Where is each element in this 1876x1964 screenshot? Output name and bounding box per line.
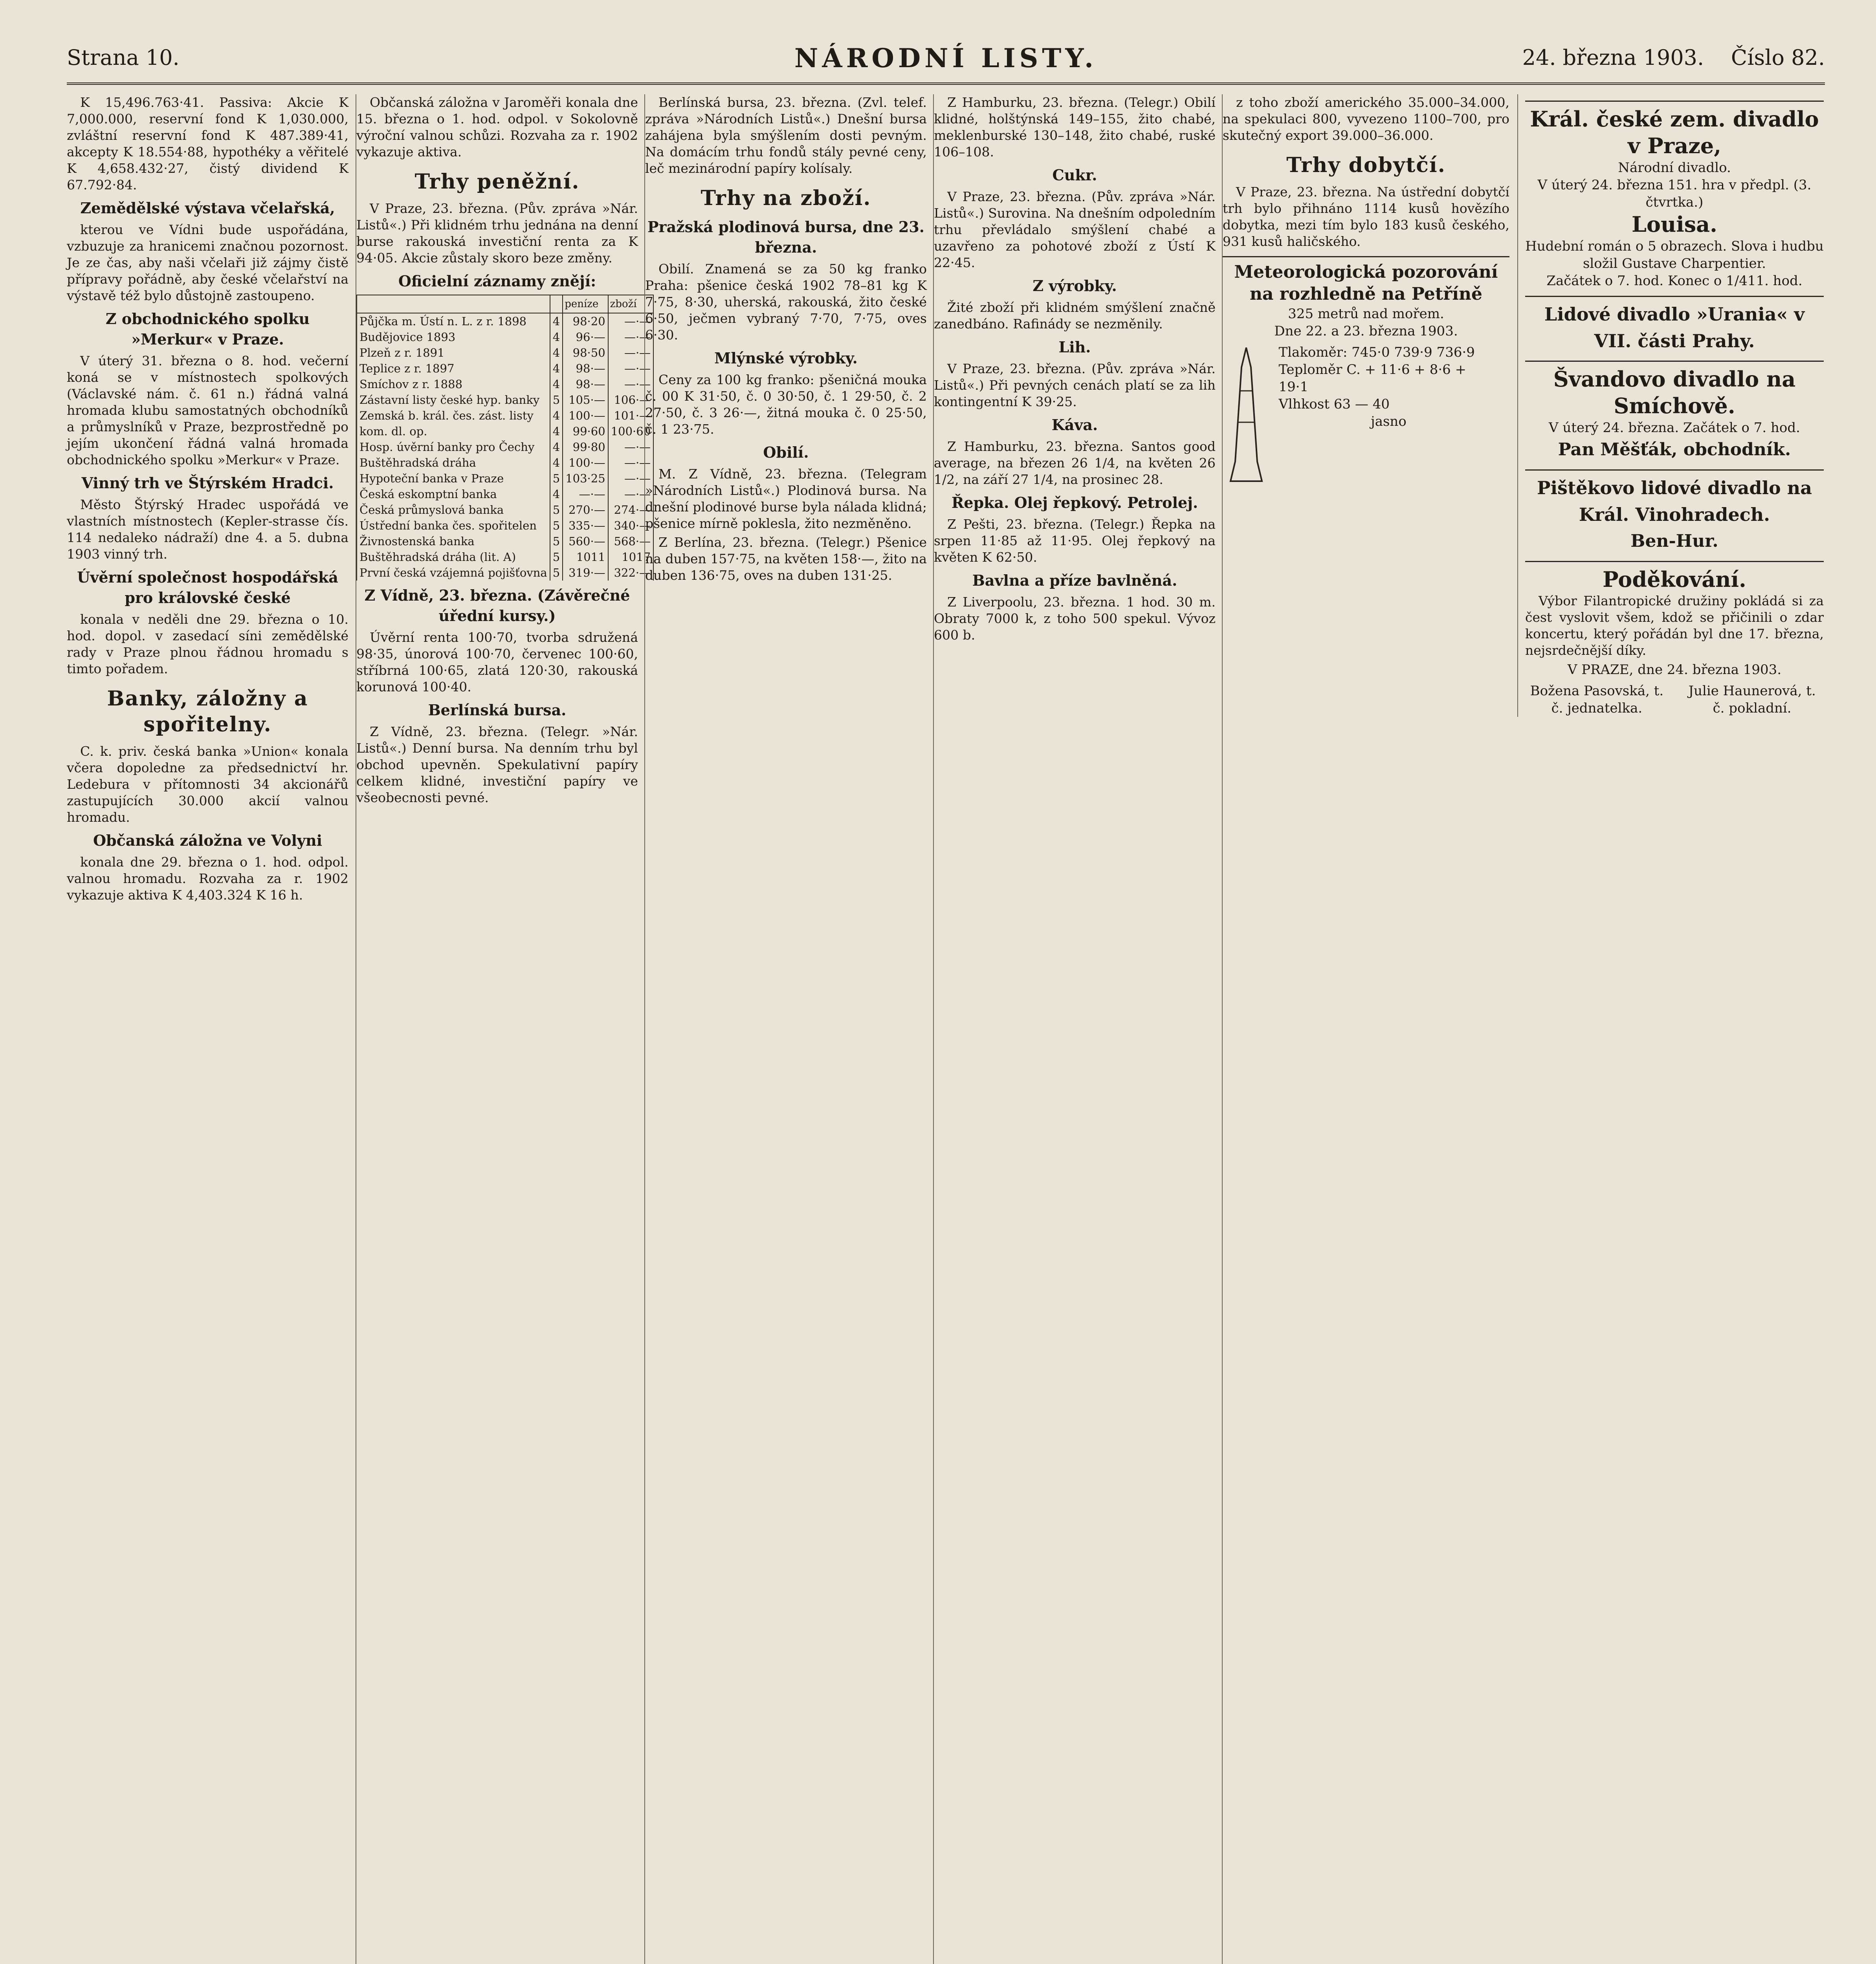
theatre-urania-title: Lidové divadlo »Urania« v VII. části Prahy. bbox=[1544, 304, 1805, 352]
table-cell: 5 bbox=[550, 518, 563, 533]
thanks-text: Výbor Filantropické družiny pokládá si za čest vyslovit všem, kdož se přičinili o zdar koncertu, který pořádán byl dne 17. března, nejsrdečnější díky. bbox=[1525, 593, 1824, 658]
col5-section-cattle: Trhy dobytčí. bbox=[1286, 153, 1446, 177]
col2-section-money-markets: Trhy peněžní. bbox=[414, 170, 580, 194]
table-cell: Hosp. úvěrní banky pro Čechy bbox=[357, 439, 550, 455]
table-cell: 4 bbox=[550, 486, 563, 502]
col4-paragraph-3: V Praze, 23. března. (Pův. zpráva »Nár. Listů«.) Při pevných cenách platí se za lih kontingentní K 39·25. bbox=[934, 361, 1216, 409]
col4-subheading-coffee: Káva. bbox=[1051, 416, 1098, 434]
meteorology-title: Meteorologická pozorování na rozhledně na Petříně bbox=[1234, 262, 1498, 304]
col1-paragraph-4: konala v neděli dne 29. března o 10. hod. dopol. v zasedací síni zemědělské rady v Praze plnou řádnou hromadu s timto pořadem. bbox=[67, 612, 348, 676]
col2-heading-2: Z Vídně, 23. března. (Závěrečné úřední kursy.) bbox=[364, 586, 630, 625]
col4-subheading-sugar: Cukr. bbox=[1052, 166, 1097, 184]
table-cell: —·— bbox=[608, 471, 653, 486]
col4-subheading-2: Z výrobky. bbox=[1032, 277, 1117, 295]
col1-heading-3: Vinný trh ve Štýrském Hradci. bbox=[81, 474, 334, 492]
col1-heading-4: Úvěrní společnost hospodářská pro královské české bbox=[77, 568, 338, 606]
table-row bbox=[357, 455, 653, 471]
table-row bbox=[357, 392, 653, 408]
quotes-header-1 bbox=[550, 295, 563, 313]
table-cell: Smíchov z r. 1888 bbox=[357, 376, 550, 392]
table-cell: 274·— bbox=[608, 502, 653, 518]
col4-subheading-5: Řepka. Olej řepkový. Petrolej. bbox=[951, 494, 1198, 511]
thanks-notice bbox=[1525, 561, 1824, 717]
table-row bbox=[357, 502, 653, 518]
quotes-table bbox=[356, 295, 654, 581]
column-4 bbox=[933, 94, 1216, 1964]
column-1 bbox=[67, 94, 348, 1964]
table-cell: 4 bbox=[550, 439, 563, 455]
table-cell: —·— bbox=[608, 329, 653, 345]
col5-lead: z toho zboží amerického 35.000–34.000, na spekulaci 800, vyvezeno 1100–700, pro skutečný export 39.000–36.000. bbox=[1223, 95, 1509, 143]
table-cell: —·— bbox=[608, 439, 653, 455]
quotes-header-0 bbox=[357, 295, 550, 313]
theatre-svanda-date: V úterý 24. března. Začátek o 7. hod. bbox=[1549, 420, 1800, 436]
col5-paragraph-1: V Praze, 23. března. Na ústřední dobytčí trh bylo přihnáno 1114 kusů hovězího dobytka, mezi tím bylo 183 kusů českého, 931 kusů haličského. bbox=[1223, 184, 1509, 249]
meteorology-date: Dne 22. a 23. března 1903. bbox=[1274, 323, 1458, 339]
table-cell: Zemská b. král. čes. zást. listy bbox=[357, 408, 550, 423]
col3-paragraph-3: M. Z Vídně, 23. března. (Telegram »Národních Listů«.) Plodinová bursa. Na dnešní plodinové burse byla nálada klidná; pšenice mírně poklesla, žito nezměněno. bbox=[645, 466, 927, 531]
quotes-header-2: peníze bbox=[563, 295, 608, 313]
table-cell: 5 bbox=[550, 471, 563, 486]
column-2 bbox=[356, 94, 651, 1964]
col3-section-commodity-markets: Trhy na zboží. bbox=[701, 186, 871, 210]
table-cell: —·— bbox=[608, 313, 653, 329]
table-cell: 322·— bbox=[608, 565, 653, 581]
table-cell: 103·25 bbox=[563, 471, 608, 486]
col3-paragraph-4: Z Berlína, 23. března. (Telegr.) Pšenice na duben 157·75, na květen 158·—, žito na duben 136·75, oves na duben 131·25. bbox=[645, 535, 927, 583]
table-cell: 98·— bbox=[563, 361, 608, 376]
table-cell: 4 bbox=[550, 408, 563, 423]
thanks-signature-left: Božena Pasovská, t. č. jednatelka. bbox=[1530, 683, 1664, 716]
table-cell: Teplice z r. 1897 bbox=[357, 361, 550, 376]
table-row bbox=[357, 471, 653, 486]
theatre-national-date: V úterý 24. března 151. hra v předpl. (3. čtvrtka.) bbox=[1537, 177, 1812, 210]
table-cell: 100·— bbox=[563, 455, 608, 471]
table-cell: 4 bbox=[550, 313, 563, 329]
table-cell: 5 bbox=[550, 392, 563, 408]
col1-paragraph-5: C. k. priv. česká banka »Union« konala včera dopoledne za předsednictví hr. Ledebura v přítomnosti 34 akcionářů zastupujících 30.000 akcií valnou hromadu. bbox=[67, 744, 348, 825]
col2-lead: Občanská záložna v Jaroměři konala dne 15. března o 1. hod. odpol. v Sokolovně výroční valnou schůzi. Rozvaha za r. 1902 vykazuje aktiva. bbox=[356, 95, 638, 159]
table-cell: 5 bbox=[550, 549, 563, 565]
table-row bbox=[357, 423, 653, 439]
play-louisa-desc: Hudební román o 5 obrazech. Slova i hudbu složil Gustave Charpentier. bbox=[1525, 238, 1824, 271]
play-louisa-time: Začátek o 7. hod. Konec o 1/411. hod. bbox=[1546, 273, 1803, 289]
col3-lead: Berlínská bursa, 23. března. (Zvl. telef. zpráva »Národních Listů«.) Dnešní bursa zahájena byla smýšlením dosti pevným. Na domácím trhu fondů stály pevné ceny, leč mezinárodní papíry kolísaly. bbox=[645, 95, 927, 176]
table-cell: První česká vzájemná pojišťovna bbox=[357, 565, 550, 581]
table-cell: 4 bbox=[550, 376, 563, 392]
col3-subheading-1: Pražská plodinová bursa, dne 23. března. bbox=[647, 218, 925, 256]
table-row bbox=[357, 549, 653, 565]
thanks-place-date: V PRAZE, dne 24. března 1903. bbox=[1567, 662, 1782, 678]
table-cell: 4 bbox=[550, 329, 563, 345]
petrin-tower-icon bbox=[1223, 344, 1270, 485]
met-row-2: Teploměr C. + 11·6 + 8·6 + 19·1 bbox=[1278, 362, 1467, 395]
col1-lead: K 15,496.763·41. Passiva: Akcie K 7,000.000, reservní fond K 1,030.000, zvláštní reservní fond K 487.389·41, akcepty K 18.554·88, hypothéky a věřitelé K 4,658.432·27, čistý dividend K 67.792·84. bbox=[67, 95, 348, 192]
col1-heading-2: Z obchodnického spolku »Merkur« v Praze. bbox=[105, 310, 310, 348]
table-cell: 99·60 bbox=[563, 423, 608, 439]
table-cell: Zástavní listy české hyp. banky bbox=[357, 392, 550, 408]
theatre-svanda-ad bbox=[1525, 361, 1824, 463]
play-louisa: Louisa. bbox=[1632, 212, 1717, 237]
table-cell: 340·— bbox=[608, 518, 653, 533]
table-cell: —·— bbox=[608, 361, 653, 376]
masthead bbox=[67, 37, 1825, 85]
col2-paragraph-1: V Praze, 23. března. (Pův. zpráva »Nár. Listů«.) Při klidném trhu jednána na denní burse rakouská investiční renta za K 94·05. Akcie zůstaly skoro beze změny. bbox=[356, 201, 638, 266]
table-cell: 4 bbox=[550, 455, 563, 471]
table-cell: 98·20 bbox=[563, 313, 608, 329]
met-row-3: Vlhkost 63 — 40 bbox=[1278, 396, 1390, 412]
met-row-1: Tlakoměr: 745·0 739·9 736·9 bbox=[1278, 344, 1475, 360]
table-cell: 568·— bbox=[608, 533, 653, 549]
table-cell: 1017 bbox=[608, 549, 653, 565]
table-row bbox=[357, 376, 653, 392]
table-cell: 101·— bbox=[608, 408, 653, 423]
met-note: jasno bbox=[1371, 414, 1407, 429]
col1-paragraph-1: kterou ve Vídni bude uspořádána, vzbuzuje za hranicemi značnou pozornost. Je ze čas, aby naši včelaři již zájmy čistě přípravy pořádně, aby české včelařství na výstavě též bylo důstojně zastoupeno. bbox=[67, 222, 348, 303]
table-cell: 105·— bbox=[563, 392, 608, 408]
table-cell: 96·— bbox=[563, 329, 608, 345]
table-cell: 98·50 bbox=[563, 345, 608, 361]
table-row bbox=[357, 361, 653, 376]
table-cell: Buštěhradská dráha bbox=[357, 455, 550, 471]
table-cell: —·— bbox=[563, 486, 608, 502]
table-row bbox=[357, 329, 653, 345]
table-cell: 100·60 bbox=[608, 423, 653, 439]
theatre-urania-ad bbox=[1525, 296, 1824, 354]
table-cell: 4 bbox=[550, 423, 563, 439]
table-cell: Česká eskomptní banka bbox=[357, 486, 550, 502]
column-3 bbox=[644, 94, 927, 1964]
theatre-pistek-ad bbox=[1525, 469, 1824, 555]
theatre-national-title: Král. české zem. divadlo v Praze, bbox=[1530, 106, 1819, 158]
col1-paragraph-3: Město Štýrský Hradec uspořádá ve vlastních místnostech (Kepler-strasse čís. 114 nedaleko nádraží) dne 4. a 5. dubna 1903 vinný trh. bbox=[67, 497, 348, 562]
table-cell: Ústřední banka čes. spořitelen bbox=[357, 518, 550, 533]
col2-heading-3: Berlínská bursa. bbox=[428, 701, 567, 719]
table-cell: —·— bbox=[608, 376, 653, 392]
table-cell: Půjčka m. Ústí n. L. z r. 1898 bbox=[357, 313, 550, 329]
table-row bbox=[357, 486, 653, 502]
table-row bbox=[357, 533, 653, 549]
table-row bbox=[357, 313, 653, 329]
col4-paragraph-2: Žité zboží při klidném smýšlení značně zanedbáno. Rafinády se nezměnily. bbox=[934, 300, 1216, 332]
table-cell: 106·— bbox=[608, 392, 653, 408]
table-cell: —·— bbox=[608, 455, 653, 471]
table-cell: 99·80 bbox=[563, 439, 608, 455]
table-row bbox=[357, 408, 653, 423]
table-row bbox=[357, 439, 653, 455]
page-number: Strana 10. bbox=[67, 45, 180, 70]
meteorology-subtitle: 325 metrů nad mořem. bbox=[1288, 306, 1444, 322]
col2-paragraph-2: Úvěrní renta 100·70, tvorba sdružená 98·35, únorová 100·70, červenec 100·60, stříbrná 100·65, zlatá 120·30, rakouská korunová 100·40. bbox=[356, 630, 638, 694]
col3-subheading-2: Mlýnské výrobky. bbox=[714, 349, 858, 367]
table-row bbox=[357, 565, 653, 581]
col2-table-caption: Oficielní záznamy znějí: bbox=[398, 272, 596, 290]
col2-paragraph-3: Z Vídně, 23. března. (Telegr. »Nár. Listů«.) Denní bursa. Na denním trhu byl obchod upevněn. Spekulativní papíry celkem klidné, investiční papíry ve všeobecnosti pevné. bbox=[356, 724, 638, 805]
table-cell: Buštěhradská dráha (lit. A) bbox=[357, 549, 550, 565]
newspaper-title: NÁRODNÍ LISTY. bbox=[794, 43, 1097, 73]
table-cell: —·— bbox=[608, 486, 653, 502]
col1-paragraph-6: konala dne 29. března o 1. hod. odpol. valnou hromadu. Rozvaha za r. 1902 vykazuje aktiva K 4,403.324 K 16 h. bbox=[67, 854, 348, 903]
theatre-pistek-title: Pištěkovo lidové divadlo na Král. Vinohradech. bbox=[1537, 477, 1812, 525]
table-cell: 270·— bbox=[563, 502, 608, 518]
table-cell: Plzeň z r. 1891 bbox=[357, 345, 550, 361]
table-cell: 1011 bbox=[563, 549, 608, 565]
table-cell: 560·— bbox=[563, 533, 608, 549]
play-ben-hur: Ben-Hur. bbox=[1630, 531, 1718, 551]
col3-paragraph-2: Ceny za 100 kg franko: pšeničná mouka č. 00 K 31·50, č. 0 30·50, č. 1 29·50, č. 2 27·50, č. 3 26·—, žitná mouka č. 0 25·50, č. 1 23·75. bbox=[645, 372, 927, 437]
col4-paragraph-4: Z Hamburku, 23. března. Santos good average, na březen 26 1/4, na květen 26 1/2, na září 27 1/4, na prosinec 28. bbox=[934, 439, 1216, 487]
play-pan-mestak: Pan Měšťák, obchodník. bbox=[1558, 440, 1791, 460]
table-cell: Živnostenská banka bbox=[357, 533, 550, 549]
table-cell: 4 bbox=[550, 345, 563, 361]
col4-subheading-cotton: Bavlna a příze bavlněná. bbox=[972, 572, 1177, 589]
col4-paragraph-6: Z Liverpoolu, 23. března. 1 hod. 30 m. Obraty 7000 k, z toho 500 spekul. Vývoz 600 b. bbox=[934, 594, 1216, 643]
col1-section-banks: Banky, záložny a spořitelny. bbox=[107, 687, 308, 736]
table-cell: Česká průmyslová banka bbox=[357, 502, 550, 518]
table-cell: Budějovice 1893 bbox=[357, 329, 550, 345]
col3-subheading-3: Obilí. bbox=[763, 443, 809, 461]
article-columns bbox=[67, 94, 1825, 1964]
theatre-national-subtitle: Národní divadlo. bbox=[1618, 160, 1731, 176]
table-cell: 335·— bbox=[563, 518, 608, 533]
table-row bbox=[357, 518, 653, 533]
theatre-svanda-title: Švandovo divadlo na Smíchově. bbox=[1553, 366, 1796, 418]
table-row bbox=[357, 345, 653, 361]
table-cell: kom. dl. op. bbox=[357, 423, 550, 439]
col4-subheading-spirit: Lih. bbox=[1058, 338, 1091, 356]
table-cell: 5 bbox=[550, 502, 563, 518]
col4-paragraph-1: V Praze, 23. března. (Pův. zpráva »Nár. Listů«.) Surovina. Na dnešním odpoledním trhu převládalo smýšlení chabé a uzavřeno za pohotové zboží z Ústí K 22·45. bbox=[934, 189, 1216, 270]
col1-heading-1: Zemědělské výstava včelařská, bbox=[80, 199, 335, 217]
thanks-title: Poděkování. bbox=[1603, 567, 1746, 592]
issue-date-number: 24. března 1903. Číslo 82. bbox=[1522, 45, 1825, 70]
table-cell: 319·— bbox=[563, 565, 608, 581]
quotes-header-3: zboží bbox=[608, 295, 653, 313]
col1-paragraph-2: V úterý 31. března o 8. hod. večerní koná se v místnostech spolkových (Václavské nám. č. 61 n.) řádná valná hromada klubu samostatných obchodníků a průmyslníků v Praze, bezprostředně po jejím ukončení řádná valná hromada obchodnického spolku »Merkur« v Praze. bbox=[67, 353, 348, 467]
table-cell: 5 bbox=[550, 565, 563, 581]
table-cell: 5 bbox=[550, 533, 563, 549]
thanks-signature-right: Julie Haunerová, t. č. pokladní. bbox=[1688, 683, 1816, 716]
table-cell: 4 bbox=[550, 361, 563, 376]
col4-paragraph-5: Z Pešti, 23. března. (Telegr.) Řepka na srpen 11·85 až 11·95. Olej řepkový na květen K 62·50. bbox=[934, 517, 1216, 565]
col4-lead: Z Hamburku, 23. března. (Telegr.) Obilí klidné, holštýnská 149–155, žito chabé, meklenburské 130–148, žito chabé, ruské 106–108. bbox=[934, 95, 1216, 159]
table-cell: 98·— bbox=[563, 376, 608, 392]
column-5 bbox=[1222, 94, 1824, 1964]
theatre-national-ad bbox=[1525, 101, 1824, 289]
col3-paragraph-1: Obilí. Znamená se za 50 kg franko Praha: pšenice česká 1902 78–81 kg K 7·75, 8·30, uherská, rakouská, žito české 6·50, ječmen vybraný 7·70, 7·75, oves 6·30. bbox=[645, 261, 927, 343]
table-cell: Hypoteční banka v Praze bbox=[357, 471, 550, 486]
table-cell: 100·— bbox=[563, 408, 608, 423]
col1-heading-6: Občanská záložna ve Volyni bbox=[93, 832, 323, 849]
meteorology-box bbox=[1223, 256, 1509, 485]
table-cell: —·— bbox=[608, 345, 653, 361]
